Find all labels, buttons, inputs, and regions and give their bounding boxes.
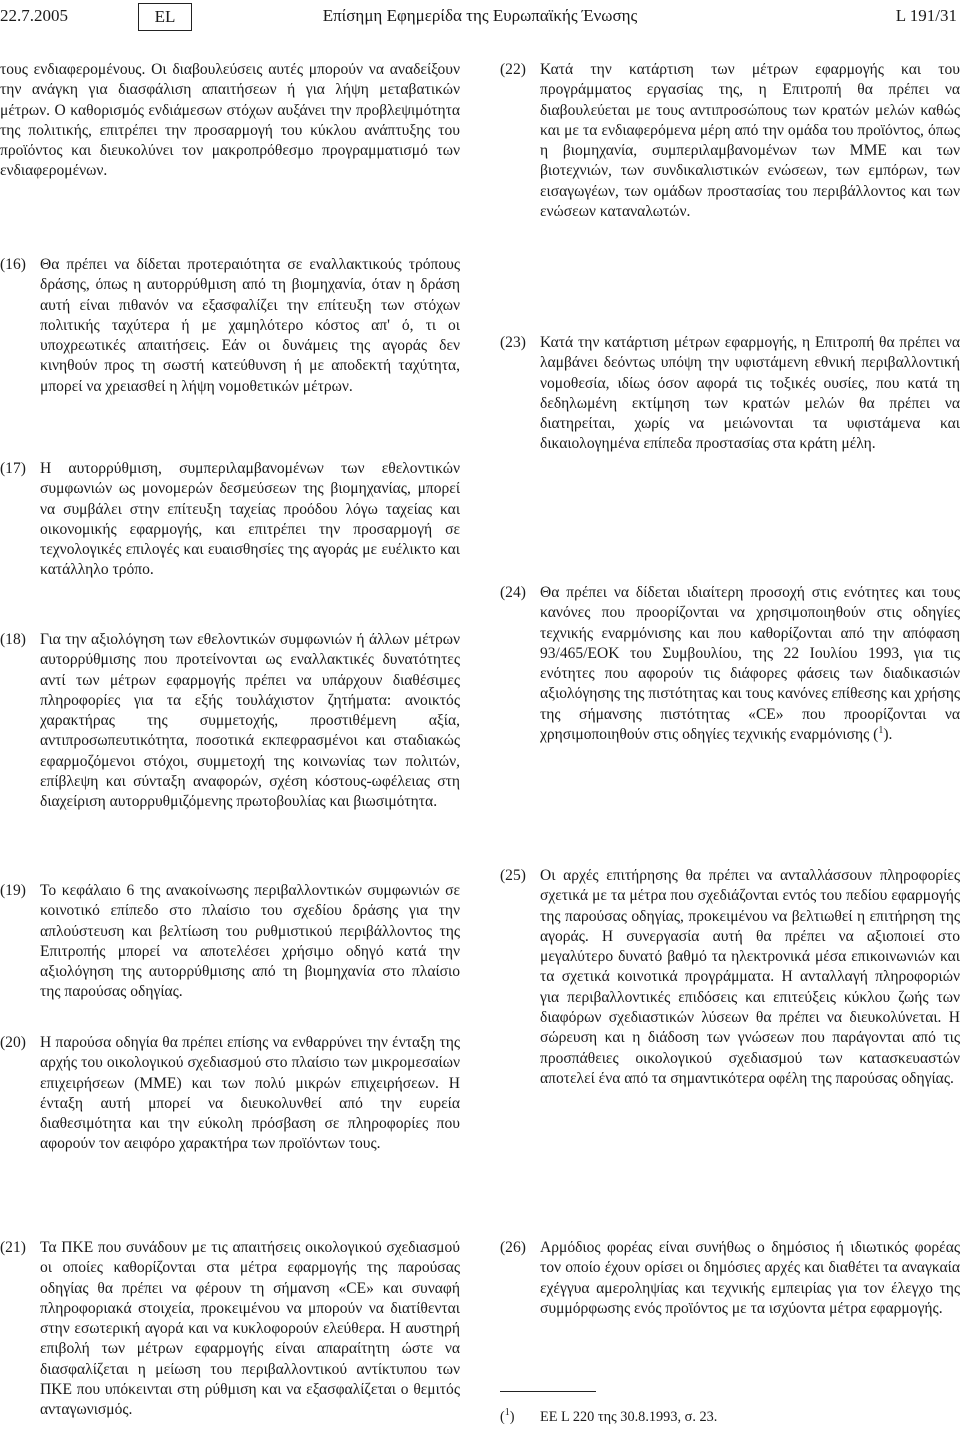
recital-text: Η αυτορρύθμιση, συμπεριλαμβανομένων των εθελοντικών συμφωνιών ως μονομερών δεσμεύσεων της βιομηχανίας, μπορεί να συμβάλει στην επίτευξη ταχείας προόδου λόγω ταχείας και οικονομικής εφαρμογής, και επιτρέπει την προσαρμογή σε τεχνολογικές επιλογές και ευαισθησίες της αγοράς με ευέλικτο και κατάλληλο τρόπο. — [40, 460, 460, 579]
recital-text-main: Θα πρέπει να δίδεται ιδιαίτερη προσοχή στις ενότητες και τους κανόνες που προορίζονται να χρησιμοποιηθούν στις οδηγίες τεχνικής εναρμόνισης και που καθορίζονται από την απόφαση 93/465/ΕΟΚ του Συμβουλίου, της 22 Ιουλίου 1993, για τις ενότητες που αφορούν τις διάφορες φάσεις των διαδικασιών αξιολόγησης της πιστότητας και τους κανόνες επίθεσης και χρήσης της σήμανσης πιστότητας «CE» που προορίζονται να χρησιμοποιηθούν στις οδηγίες τεχνικής εναρμόνισης ( — [540, 584, 960, 744]
recital-number: (16) — [0, 256, 26, 273]
recital-text: Η παρούσα οδηγία θα πρέπει επίσης να ενθαρρύνει την ένταξη της αρχής του οικολογικού σχεδιασμού στο πλαίσιο των μικρομεσαίων επιχειρήσεων (ΜΜΕ) και των πολύ μικρών επιχειρήσεων. Η ένταξη αυτή μπορεί να διευκολυνθεί από την ευρεία διαθεσιμότητα και την εύκολη πρόσβαση σε πληροφορίες που αφορούν τον αειφόρο χαρακτήρα των προϊόντων τους. — [40, 1034, 460, 1153]
recital-23 — [500, 333, 960, 455]
recital-text: Κατά την κατάρτιση των μέτρων εφαρμογής και του προγράμματος εργασίας της, η Επιτροπή θα πρέπει να διαβουλεύεται με τους αντιπροσώπους των κρατών μελών καθώς και με τα ενδιαφερόμενα μέρη από την ομάδα του προϊόντος, όπως η βιομηχανία, συμπεριλαμβανομένων των ΜΜΕ και των βιοτεχνιών, των συνδικαλιστικών ενώσεων, των εμπόρων, των εισαγωγέων, των ομάδων προστασίας του περιβάλλοντος και των ενώσεων καταναλωτών. — [540, 61, 960, 221]
publication-date: 22.7.2005 — [0, 6, 68, 25]
footnote-divider — [500, 1391, 596, 1392]
recital-number: (26) — [500, 1239, 526, 1256]
recital-number: (21) — [0, 1239, 26, 1256]
recital-16 — [0, 255, 460, 397]
recital-number: (25) — [500, 867, 526, 884]
footnote-text: ΕΕ L 220 της 30.8.1993, σ. 23. — [540, 1409, 718, 1425]
recital-text — [540, 583, 960, 745]
recital-26 — [500, 1238, 960, 1319]
footnote-number: ($^1$) — [500, 1407, 515, 1425]
language-code-box: EL — [138, 3, 192, 31]
recital-number: (20) — [0, 1034, 26, 1051]
continuation-paragraph: τους ενδιαφερομένους. Οι διαβουλεύσεις αυτές μπορούν να αναδείξουν την ανάγκη για διασφάλιση απαιτήσεων ή για λήψη μεταβατικών μέτρων. Ο καθορισμός ενδιάμεσων στόχων αυξάνει την προβλεψιμότητα της πολιτικής, επιτρέπει την προσαρμογή του κύκλου ανάπτυξης του προϊόντος και διευκολύνει τον μακροπρόθεσμο προγραμματισμό των ενδιαφερομένων. — [0, 61, 460, 180]
recital-text: Αρμόδιος φορέας είναι συνήθως ο δημόσιος ή ιδιωτικός φορέας τον οποίο έχουν ορίσει οι δημόσιες αρχές και διαθέτει τα αναγκαία εχέγγυα αμεροληψίας και τεχνικής εμπειρίας για τον έλεγχο της συμμόρφωσης ενός προϊόντος με τα ισχύοντα μέτρα εφαρμογής. — [540, 1239, 960, 1317]
recital-text: Κατά την κατάρτιση μέτρων εφαρμογής, η Επιτροπή θα πρέπει να λαμβάνει δεόντως υπόψη την υφιστάμενη εθνική περιβαλλοντική νομοθεσία, ιδίως όσον αφορά τις τοξικές ουσίες, που κατά τη δεδηλωμένη εκτίμηση των κρατών μελών θα πρέπει να διατηρείται, χωρίς να μειώνονται τα υφιστάμενα και δικαιολογημένα επίπεδα προστασίας στα κράτη μέλη. — [540, 334, 960, 453]
recital-20 — [0, 1033, 460, 1155]
recital-number: (24) — [500, 584, 526, 601]
recital-text: Οι αρχές επιτήρησης θα πρέπει να ανταλλάσσουν πληροφορίες σχετικά με τα μέτρα που σχεδιάζονται εντός του πεδίου εφαρμογής της παρούσας οδηγίας, προκειμένου να βελτιωθεί η επιτήρηση της αγοράς. Η συνεργασία αυτή θα πρέπει να αξιοποιεί στο μεγαλύτερο δυνατό βαθμό τα ηλεκτρονικά μέσα επικοινωνιών και τα σχετικά κοινοτικά προγράμματα. Η ανταλλαγή πληροφοριών για περιβαλλοντικές επιδόσεις και επιτεύξεις κύκλου ζωής των διαφόρων σχεδιαστικών λύσεων θα πρέπει να διευκολύνεται. Η σώρευση και η διάδοση των γνώσεων που παράγονται από τις προσπάθειες οικολογικού σχεδιασμού των κατασκευαστών αποτελεί ένα από τα σημαντικότερα οφέλη της παρούσας οδηγίας. — [540, 867, 960, 1087]
recital-text: Για την αξιολόγηση των εθελοντικών συμφωνιών ή άλλων μέτρων αυτορρύθμισης που προτείνονται ως εναλλακτικές δυνατότητες αντί των μέτρων εφαρμογής πρέπει να υπάρχουν διαθέσιμες πληροφορίες για τα εξής τουλάχιστον ζητήματα: ανοικτός χαρακτήρας της συμμετοχής, προστιθέμενη αξία, αντιπροσωπευτικότητα, ποσοτικά εκπεφρασμένοι και σταδιακώς εφαρμοζόμενοι στόχοι, συμμετοχή της κοινωνίας των πολιτών, επίβλεψη και σύνταξη αναφορών, σχέση κόστους-ωφέλειας στη διαχείριση αυτορρυθμιζόμενης πρωτοβουλίας και βιωσιμότητα. — [40, 631, 460, 811]
recital-21 — [0, 1238, 460, 1421]
recital-25 — [500, 866, 960, 1089]
recital-19 — [0, 881, 460, 1003]
footnote-reference: 1 — [878, 724, 884, 736]
page-header — [0, 0, 960, 40]
recital-text: Το κεφάλαιο 6 της ανακοίνωσης περιβαλλοντικών συμφωνιών σε κοινοτικό επίπεδο στο πλαίσιο του σχεδίου δράσης για την απλούστευση και βελτίωση του ρυθμιστικού περιβάλλοντος της Επιτροπής μπορεί να αποτελέσει χρήσιμο οδηγό κατά την αξιολόγηση της αυτορρύθμισης από τη βιομηχανία στο πλαίσιο της παρούσας οδηγίας. — [40, 882, 460, 1001]
recital-text: Τα ΠΚΕ που συνάδουν με τις απαιτήσεις οικολογικού σχεδιασμού οι οποίες καθορίζονται στα μέτρα εφαρμογής της παρούσας οδηγίας θα πρέπει να φέρουν τη σήμανση «CE» και συναφή πληροφοριακά στοιχεία, προκειμένου να μπορούν να διατίθενται στην εσωτερική αγορά και να κυκλοφορούν ελεύθερα. Η αυστηρή επιβολή των μέτρων εφαρμογής είναι απαραίτητη ώστε να διασφαλίζεται η μείωση του περιβαλλοντικού αντίκτυπου των ΠΚΕ που υπόκεινται στη ρύθμιση και να εξασφαλίζεται ο θεμιτός ανταγωνισμός. — [40, 1239, 460, 1419]
recital-22 — [500, 60, 960, 222]
recital-17 — [0, 459, 460, 581]
recital-text-tail: ). — [883, 726, 893, 744]
recital-number: (17) — [0, 460, 26, 477]
page-reference: L 191/31 — [895, 6, 957, 25]
recital-24 — [500, 583, 960, 745]
recital-number: (22) — [500, 61, 526, 78]
footnote-number-value: 1 — [504, 1407, 510, 1419]
recital-number: (18) — [0, 631, 26, 648]
recital-number: (19) — [0, 882, 26, 899]
recital-18 — [0, 630, 460, 813]
recital-text: Θα πρέπει να δίδεται προτεραιότητα σε εναλλακτικούς τρόπους δράσης, όπως η αυτορρύθμιση από τη βιομηχανία, όταν η δράση αυτή είναι πιθανόν να εξασφαλίζει την επίτευξη των στόχων πολιτικής ταχύτερα ή με χαμηλότερο κόστος απ' ό, τι οι υποχρεωτικές απαιτήσεις. Εάν οι δυνάμεις της αγοράς δεν κινηθούν προς τη σωστή κατεύθυνση ή με αποδεκτή ταχύτητα, μπορεί να χρειασθεί η λήψη νομοθετικών μέτρων. — [40, 256, 460, 395]
journal-title: Επίσημη Εφημερίδα της Ευρωπαϊκής Ένωσης — [322, 6, 638, 25]
footnote — [500, 1409, 717, 1426]
recital-number: (23) — [500, 334, 526, 351]
